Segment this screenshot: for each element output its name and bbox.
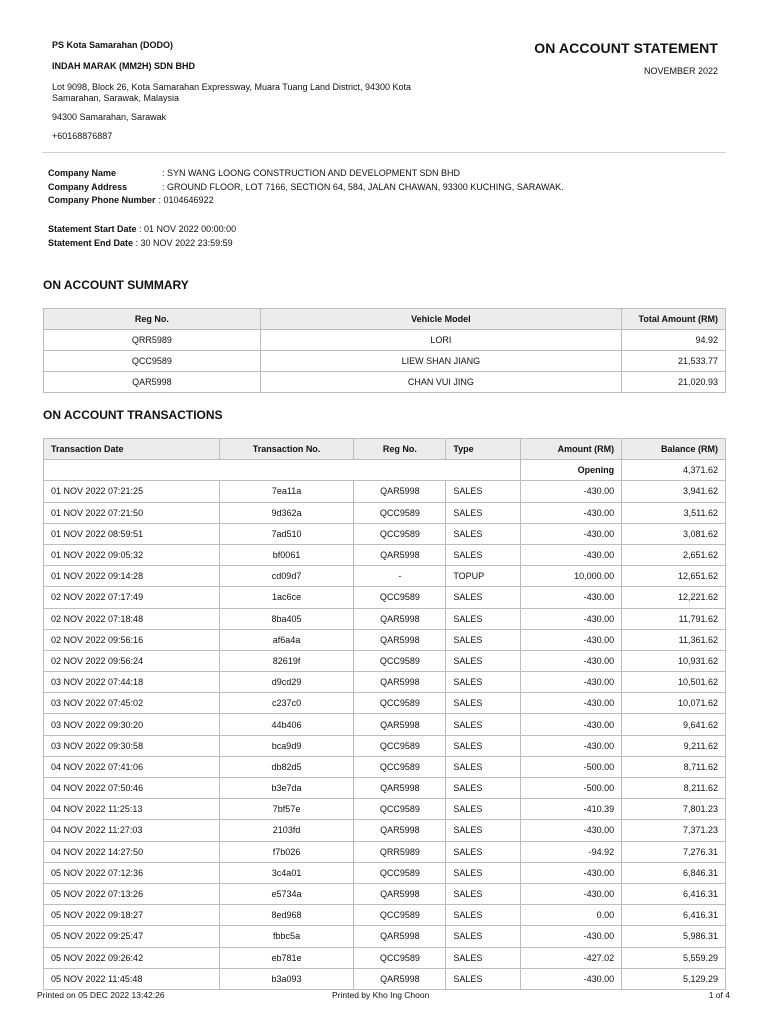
txn-date: 01 NOV 2022 09:05:32 bbox=[44, 544, 220, 565]
txn-number: f7b026 bbox=[219, 841, 354, 862]
txn-number: 3c4a01 bbox=[219, 862, 354, 883]
summary-header-total: Total Amount (RM) bbox=[622, 309, 726, 330]
txn-amount: 0.00 bbox=[521, 905, 622, 926]
opening-row bbox=[44, 460, 726, 481]
txn-amount: -430.00 bbox=[521, 587, 622, 608]
end-date: : 30 NOV 2022 23:59:59 bbox=[135, 237, 233, 248]
transaction-row bbox=[44, 756, 726, 777]
txn-amount: -500.00 bbox=[521, 756, 622, 777]
transaction-row bbox=[44, 566, 726, 587]
txn-date: 03 NOV 2022 09:30:58 bbox=[44, 735, 220, 756]
transactions-header-row bbox=[44, 439, 726, 460]
transaction-row bbox=[44, 502, 726, 523]
txn-type: SALES bbox=[446, 544, 521, 565]
txn-number: db82d5 bbox=[219, 756, 354, 777]
txn-reg: QCC9589 bbox=[354, 756, 446, 777]
summary-reg: QAR5998 bbox=[44, 372, 261, 393]
txn-number: 9d362a bbox=[219, 502, 354, 523]
document-title: ON ACCOUNT STATEMENT bbox=[534, 40, 718, 56]
summary-title: ON ACCOUNT SUMMARY bbox=[43, 278, 189, 292]
customer-phone: : 0104646922 bbox=[158, 195, 214, 205]
txn-number: 7ad510 bbox=[219, 523, 354, 544]
txn-balance: 5,986.31 bbox=[622, 926, 726, 947]
customer-phone-label: Company Phone Number bbox=[48, 195, 156, 205]
transaction-row bbox=[44, 693, 726, 714]
txn-number: bf0061 bbox=[219, 544, 354, 565]
statement-month: NOVEMBER 2022 bbox=[643, 66, 718, 76]
txn-date: 03 NOV 2022 09:30:20 bbox=[44, 714, 220, 735]
start-date: : 01 NOV 2022 00:00:00 bbox=[139, 224, 237, 234]
txn-number: 8ba405 bbox=[219, 608, 354, 629]
printed-by: Printed by Kho Ing Choon bbox=[332, 990, 430, 1000]
header-divider bbox=[42, 152, 726, 153]
txn-date: 05 NOV 2022 07:12:36 bbox=[44, 862, 220, 883]
txn-number: fbbc5a bbox=[219, 926, 354, 947]
txn-amount: -430.00 bbox=[521, 544, 622, 565]
txn-balance: 11,791.62 bbox=[622, 608, 726, 629]
txn-reg: QCC9589 bbox=[354, 799, 446, 820]
txn-number: 1ac6ce bbox=[219, 587, 354, 608]
txn-type: SALES bbox=[446, 968, 521, 989]
txn-type: SALES bbox=[446, 608, 521, 629]
txn-amount: -430.00 bbox=[521, 714, 622, 735]
summary-total: 94.92 bbox=[622, 330, 726, 351]
txn-balance: 9,641.62 bbox=[622, 714, 726, 735]
txn-type: SALES bbox=[446, 799, 521, 820]
summary-total: 21,020.93 bbox=[622, 372, 726, 393]
opening-label: Opening bbox=[521, 460, 622, 481]
txn-type: SALES bbox=[446, 672, 521, 693]
txn-date: 03 NOV 2022 07:45:02 bbox=[44, 693, 220, 714]
txn-number: 7bf57e bbox=[219, 799, 354, 820]
txn-type: SALES bbox=[446, 693, 521, 714]
company-address: Lot 9098, Block 26, Kota Samarahan Expressway, Muara Tuang Land District, 94300 Kota Samarahan, Sarawak, Malaysia bbox=[52, 82, 412, 103]
txn-reg: QCC9589 bbox=[354, 735, 446, 756]
txn-type: SALES bbox=[446, 947, 521, 968]
txn-reg: QAR5998 bbox=[354, 778, 446, 799]
summary-row bbox=[44, 372, 726, 393]
start-date-label: Statement Start Date bbox=[48, 224, 137, 234]
txn-type: SALES bbox=[446, 523, 521, 544]
transactions-table bbox=[43, 438, 726, 990]
txn-header-date: Transaction Date bbox=[44, 439, 220, 460]
transaction-row bbox=[44, 523, 726, 544]
txn-reg: QCC9589 bbox=[354, 693, 446, 714]
txn-type: SALES bbox=[446, 481, 521, 502]
txn-balance: 6,416.31 bbox=[622, 905, 726, 926]
txn-reg: QAR5998 bbox=[354, 883, 446, 904]
transaction-row bbox=[44, 481, 726, 502]
txn-reg: QCC9589 bbox=[354, 587, 446, 608]
txn-balance: 10,931.62 bbox=[622, 650, 726, 671]
txn-balance: 3,511.62 bbox=[622, 502, 726, 523]
txn-amount: -430.00 bbox=[521, 502, 622, 523]
txn-header-amount: Amount (RM) bbox=[521, 439, 622, 460]
txn-reg: QAR5998 bbox=[354, 481, 446, 502]
txn-date: 01 NOV 2022 08:59:51 bbox=[44, 523, 220, 544]
txn-type: SALES bbox=[446, 905, 521, 926]
txn-number: b3a093 bbox=[219, 968, 354, 989]
txn-number: 44b406 bbox=[219, 714, 354, 735]
txn-number: d9cd29 bbox=[219, 672, 354, 693]
txn-type: SALES bbox=[446, 883, 521, 904]
txn-date: 04 NOV 2022 11:25:13 bbox=[44, 799, 220, 820]
txn-amount: -430.00 bbox=[521, 926, 622, 947]
txn-date: 02 NOV 2022 09:56:24 bbox=[44, 650, 220, 671]
end-date-label: Statement End Date bbox=[48, 237, 134, 248]
txn-date: 02 NOV 2022 07:17:49 bbox=[44, 587, 220, 608]
transaction-row bbox=[44, 587, 726, 608]
txn-number: 7ea11a bbox=[219, 481, 354, 502]
txn-balance: 7,276.31 bbox=[622, 841, 726, 862]
txn-type: SALES bbox=[446, 820, 521, 841]
summary-header-model: Vehicle Model bbox=[260, 309, 621, 330]
txn-number: e5734a bbox=[219, 883, 354, 904]
transactions-title: ON ACCOUNT TRANSACTIONS bbox=[43, 408, 223, 422]
txn-reg: QAR5998 bbox=[354, 629, 446, 650]
printed-on: Printed on 05 DEC 2022 13:42:26 bbox=[37, 990, 165, 1000]
transaction-row bbox=[44, 608, 726, 629]
txn-reg: QAR5998 bbox=[354, 926, 446, 947]
txn-balance: 8,211.62 bbox=[622, 778, 726, 799]
txn-date: 04 NOV 2022 14:27:50 bbox=[44, 841, 220, 862]
txn-number: 2103fd bbox=[219, 820, 354, 841]
txn-balance: 7,371.23 bbox=[622, 820, 726, 841]
txn-date: 01 NOV 2022 07:21:25 bbox=[44, 481, 220, 502]
txn-amount: -430.00 bbox=[521, 523, 622, 544]
page-number: 1 of 4 bbox=[708, 990, 730, 1000]
txn-date: 02 NOV 2022 07:18:48 bbox=[44, 608, 220, 629]
txn-date: 04 NOV 2022 11:27:03 bbox=[44, 820, 220, 841]
company-name: INDAH MARAK (MM2H) SDN BHD bbox=[52, 61, 195, 71]
transaction-row bbox=[44, 862, 726, 883]
txn-number: bca9d9 bbox=[219, 735, 354, 756]
txn-date: 02 NOV 2022 09:56:16 bbox=[44, 629, 220, 650]
transaction-row bbox=[44, 841, 726, 862]
txn-number: b3e7da bbox=[219, 778, 354, 799]
txn-reg: QAR5998 bbox=[354, 968, 446, 989]
summary-header-reg: Reg No. bbox=[44, 309, 261, 330]
txn-balance: 3,941.62 bbox=[622, 481, 726, 502]
txn-balance: 12,651.62 bbox=[622, 566, 726, 587]
txn-header-balance: Balance (RM) bbox=[622, 439, 726, 460]
txn-amount: -430.00 bbox=[521, 693, 622, 714]
customer-address-label: Company Address bbox=[48, 181, 128, 192]
txn-reg: QAR5998 bbox=[354, 544, 446, 565]
txn-type: SALES bbox=[446, 778, 521, 799]
txn-amount: -430.00 bbox=[521, 608, 622, 629]
txn-number: cd09d7 bbox=[219, 566, 354, 587]
txn-balance: 6,416.31 bbox=[622, 883, 726, 904]
txn-reg: QAR5998 bbox=[354, 820, 446, 841]
txn-reg: QRR5989 bbox=[354, 841, 446, 862]
summary-model: LIEW SHAN JIANG bbox=[260, 351, 621, 372]
summary-reg: QRR5989 bbox=[44, 330, 261, 351]
txn-balance: 9,211.62 bbox=[622, 735, 726, 756]
txn-reg: QCC9589 bbox=[354, 947, 446, 968]
transaction-row bbox=[44, 735, 726, 756]
customer-name-label: Company Name bbox=[48, 168, 117, 178]
summary-reg: QCC9589 bbox=[44, 351, 261, 372]
txn-balance: 5,129.29 bbox=[622, 968, 726, 989]
txn-number: 8ed968 bbox=[219, 905, 354, 926]
statement-period bbox=[48, 223, 236, 250]
summary-table bbox=[43, 308, 726, 393]
txn-type: SALES bbox=[446, 841, 521, 862]
txn-type: SALES bbox=[446, 629, 521, 650]
transaction-row bbox=[44, 799, 726, 820]
txn-header-type: Type bbox=[446, 439, 521, 460]
txn-number: af6a4a bbox=[219, 629, 354, 650]
txn-balance: 6,846.31 bbox=[622, 862, 726, 883]
txn-amount: -410.39 bbox=[521, 799, 622, 820]
txn-reg: - bbox=[354, 566, 446, 587]
summary-header-row bbox=[44, 309, 726, 330]
txn-date: 05 NOV 2022 11:45:48 bbox=[44, 968, 220, 989]
txn-type: SALES bbox=[446, 862, 521, 883]
txn-balance: 10,501.62 bbox=[622, 672, 726, 693]
txn-header-reg: Reg No. bbox=[354, 439, 446, 460]
txn-amount: -430.00 bbox=[521, 481, 622, 502]
txn-balance: 5,559.29 bbox=[622, 947, 726, 968]
txn-number: 82619f bbox=[219, 650, 354, 671]
transaction-row bbox=[44, 820, 726, 841]
txn-date: 04 NOV 2022 07:50:46 bbox=[44, 778, 220, 799]
txn-amount: -500.00 bbox=[521, 778, 622, 799]
txn-type: SALES bbox=[446, 650, 521, 671]
txn-date: 01 NOV 2022 07:21:50 bbox=[44, 502, 220, 523]
txn-date: 05 NOV 2022 09:25:47 bbox=[44, 926, 220, 947]
txn-amount: -427.02 bbox=[521, 947, 622, 968]
summary-model: CHAN VUI JING bbox=[260, 372, 621, 393]
summary-row bbox=[44, 330, 726, 351]
txn-reg: QAR5998 bbox=[354, 608, 446, 629]
company-city: 94300 Samarahan, Sarawak bbox=[52, 112, 167, 122]
transaction-row bbox=[44, 926, 726, 947]
transaction-row bbox=[44, 883, 726, 904]
txn-amount: -430.00 bbox=[521, 862, 622, 883]
transaction-row bbox=[44, 672, 726, 693]
txn-number: c237c0 bbox=[219, 693, 354, 714]
txn-balance: 3,081.62 bbox=[622, 523, 726, 544]
txn-reg: QCC9589 bbox=[354, 862, 446, 883]
txn-amount: -430.00 bbox=[521, 820, 622, 841]
txn-amount: -430.00 bbox=[521, 883, 622, 904]
txn-reg: QCC9589 bbox=[354, 502, 446, 523]
summary-total: 21,533.77 bbox=[622, 351, 726, 372]
txn-type: TOPUP bbox=[446, 566, 521, 587]
txn-balance: 7,801.23 bbox=[622, 799, 726, 820]
txn-number: eb781e bbox=[219, 947, 354, 968]
txn-type: SALES bbox=[446, 587, 521, 608]
txn-type: SALES bbox=[446, 926, 521, 947]
txn-date: 05 NOV 2022 07:13:26 bbox=[44, 883, 220, 904]
txn-amount: -430.00 bbox=[521, 629, 622, 650]
txn-type: SALES bbox=[446, 735, 521, 756]
txn-header-no: Transaction No. bbox=[219, 439, 354, 460]
transaction-row bbox=[44, 544, 726, 565]
station-name: PS Kota Samarahan (DODO) bbox=[52, 40, 174, 50]
txn-amount: -430.00 bbox=[521, 735, 622, 756]
transaction-row bbox=[44, 714, 726, 735]
transaction-row bbox=[44, 905, 726, 926]
transaction-row bbox=[44, 947, 726, 968]
txn-balance: 2,651.62 bbox=[622, 544, 726, 565]
transaction-row bbox=[44, 778, 726, 799]
txn-balance: 12,221.62 bbox=[622, 587, 726, 608]
company-phone: +60168876887 bbox=[52, 131, 113, 141]
customer-info bbox=[48, 167, 564, 208]
txn-balance: 10,071.62 bbox=[622, 693, 726, 714]
txn-reg: QAR5998 bbox=[354, 714, 446, 735]
summary-row bbox=[44, 351, 726, 372]
customer-name: : SYN WANG LOONG CONSTRUCTION AND DEVELOPMENT SDN BHD bbox=[162, 168, 461, 178]
txn-amount: -430.00 bbox=[521, 672, 622, 693]
txn-reg: QCC9589 bbox=[354, 650, 446, 671]
txn-balance: 11,361.62 bbox=[622, 629, 726, 650]
opening-balance: 4,371.62 bbox=[622, 460, 726, 481]
statement-header bbox=[52, 40, 718, 141]
transaction-row bbox=[44, 650, 726, 671]
txn-amount: -94.92 bbox=[521, 841, 622, 862]
txn-date: 03 NOV 2022 07:44:18 bbox=[44, 672, 220, 693]
txn-amount: 10,000.00 bbox=[521, 566, 622, 587]
txn-date: 05 NOV 2022 09:26:42 bbox=[44, 947, 220, 968]
txn-type: SALES bbox=[446, 714, 521, 735]
txn-amount: -430.00 bbox=[521, 650, 622, 671]
txn-reg: QCC9589 bbox=[354, 523, 446, 544]
txn-date: 04 NOV 2022 07:41:06 bbox=[44, 756, 220, 777]
txn-balance: 8,711.62 bbox=[622, 756, 726, 777]
txn-reg: QAR5998 bbox=[354, 672, 446, 693]
transaction-row bbox=[44, 629, 726, 650]
txn-type: SALES bbox=[446, 756, 521, 777]
txn-date: 05 NOV 2022 09:18:27 bbox=[44, 905, 220, 926]
txn-amount: -430.00 bbox=[521, 968, 622, 989]
txn-date: 01 NOV 2022 09:14:28 bbox=[44, 566, 220, 587]
summary-model: LORI bbox=[260, 330, 621, 351]
transaction-row bbox=[44, 968, 726, 989]
txn-type: SALES bbox=[446, 502, 521, 523]
customer-address: : GROUND FLOOR, LOT 7166, SECTION 64, 584, JALAN CHAWAN, 93300 KUCHING, SARAWAK. bbox=[162, 181, 564, 192]
txn-reg: QCC9589 bbox=[354, 905, 446, 926]
